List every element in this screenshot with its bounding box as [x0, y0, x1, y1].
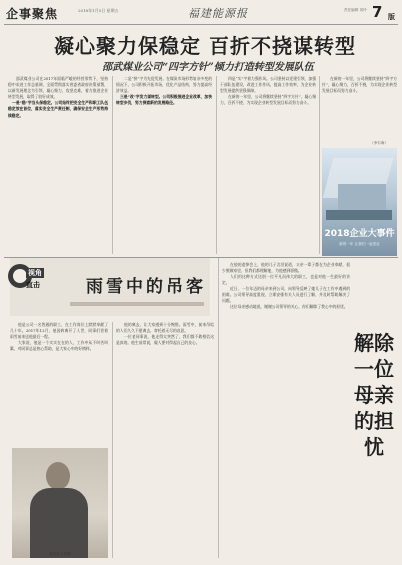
page-word: 版: [388, 12, 395, 21]
lead-column-1: [8, 76, 108, 254]
person-head: [46, 462, 70, 490]
editor-line: 责任编辑 刘玲: [344, 8, 367, 12]
ad-title: 2018企业大事件: [324, 229, 395, 239]
portrait-photo: [12, 448, 108, 558]
badge-bottom-label: 直击: [26, 281, 40, 289]
camera-badge: [8, 264, 50, 292]
feature-col2-para: 他的离去，让大家感到十分惋惜。雨雪中，前来吊唁的人们久久不愿离去，寄托着无尽的哀思。: [116, 322, 214, 333]
feature-col3-para: 人们用这种方式送别一位平凡而伟大的职工，也是对他一生最好的肯定。: [222, 274, 350, 285]
side-story-para: 近日，一位年迈的母亲来到公司，向领导反映了她儿子在工作中遇到的困难。公司领导高度重视，立即安排有关人员进行了解，并及时帮助解决了问题。: [222, 286, 350, 303]
column-rule: [112, 322, 113, 558]
brush-stroke: [70, 302, 204, 306]
ad-caption: 新的一年 让我们一起见证: [339, 242, 380, 246]
photo-caption: 他生前工作照: [49, 552, 71, 556]
feature-column-1: [10, 322, 108, 444]
masthead: 福建能源报: [188, 7, 248, 20]
page-number: 7: [372, 3, 383, 21]
column-rule: [216, 76, 217, 254]
feature-title: 雨雪中的吊客: [86, 277, 206, 297]
lead-col3-para: 在新的一年里，公司将继续坚持“四字方针”，凝心聚力，百折不挠，为实现企业转型发展目标而努力奋斗。: [220, 94, 316, 106]
lead-column-2: [116, 76, 212, 254]
lead-col4-para: 在新的一年里，公司将继续坚持“四字方针”，凝心聚力，百折不挠，为实现企业转型发展目标而努力奋斗。: [322, 76, 397, 94]
ad-graphic: [326, 210, 392, 220]
camera-lens-icon: [13, 269, 27, 283]
lead-col2-para: 三是“改”字发力谋转型。公司积极推进企业改革，加快转型步伐，努力探索新的发展路径。: [116, 94, 212, 106]
badge-top-label: 视角: [28, 269, 42, 277]
feature-col3-para: 在他的追悼会上，他的儿子含泪说道，父亲一辈子都在为企业奉献，很少照顾家里，但我们都理解他，为他感到骄傲。: [222, 262, 350, 273]
feature-column-2: [116, 322, 214, 558]
column-rule: [218, 258, 219, 558]
column-rule: [319, 76, 320, 254]
side-story-para: 这位母亲感动地说，谢谢公司领导的关心，你们解除了我心中的担忧。: [230, 304, 348, 309]
ad-banner[interactable]: [322, 148, 397, 256]
feature-column-3: [222, 262, 350, 558]
lead-headline: 凝心聚力保稳定 百折不挠谋转型: [54, 34, 356, 58]
lead-column-4: [322, 76, 397, 144]
lead-col1-para: 邵武煤业公司在2017年面临严峻的经营形势下，坚持稳中求进工作总基调，全面贯彻落实省委省政府决策部署，以新发展理念为引领，凝心聚力，攻坚克难，着力推进企业转型发展，取得了较好成效。: [8, 76, 108, 100]
side-story-title: 解除一位母亲的担忧: [354, 331, 394, 459]
feature-col2-para: 一位老同事说，他走得太突然了，我们都不敢相信这是真的。他生前常说，做人要对得起自己的良心。: [116, 334, 214, 345]
person-body: [30, 488, 88, 558]
page-header: [4, 2, 398, 24]
lead-col3-para: 四是“实”字着力强作风。公司坚持以党建引领，加强干部队伍建设，改进工作作风，提高工作效率，为企业转型发展提供坚强保障。: [220, 76, 316, 94]
lead-col2-para: 二是“拼”字为先促发展。在煤炭市场形势复杂多变的情况下，公司积极开拓市场，优化产品结构，努力提高经济效益。: [116, 76, 212, 94]
issue-date: 2018年1月5日 星期五: [78, 8, 119, 13]
feature-col1-para: 大家说，他是一个实实在在的人，工作中从不叫苦叫累，对同事总是热心帮助，是大家心中的好榜样。: [10, 340, 108, 351]
lead-author: （李木海）: [370, 141, 388, 145]
lead-subhead: 邵武煤业公司“四字方针”倾力打造转型发展队伍: [102, 62, 314, 73]
column-rule: [112, 76, 113, 254]
section-name: 企事聚焦: [6, 7, 59, 21]
lead-column-3: [220, 76, 316, 254]
feature-col1-para: 他是公司一名普通的职工，在工作岗位上默默奉献了几十年。2017年12月，他因病离开了人世，同事们冒着雨雪前来送他最后一程。: [10, 322, 108, 339]
lead-col1-para: 一是“稳”字当头保稳定。公司始终把安全生产和职工队伍稳定放在首位，落实安全生产责任制，确保安全生产形势持续稳定。: [8, 100, 108, 118]
header-rule: [4, 24, 398, 25]
